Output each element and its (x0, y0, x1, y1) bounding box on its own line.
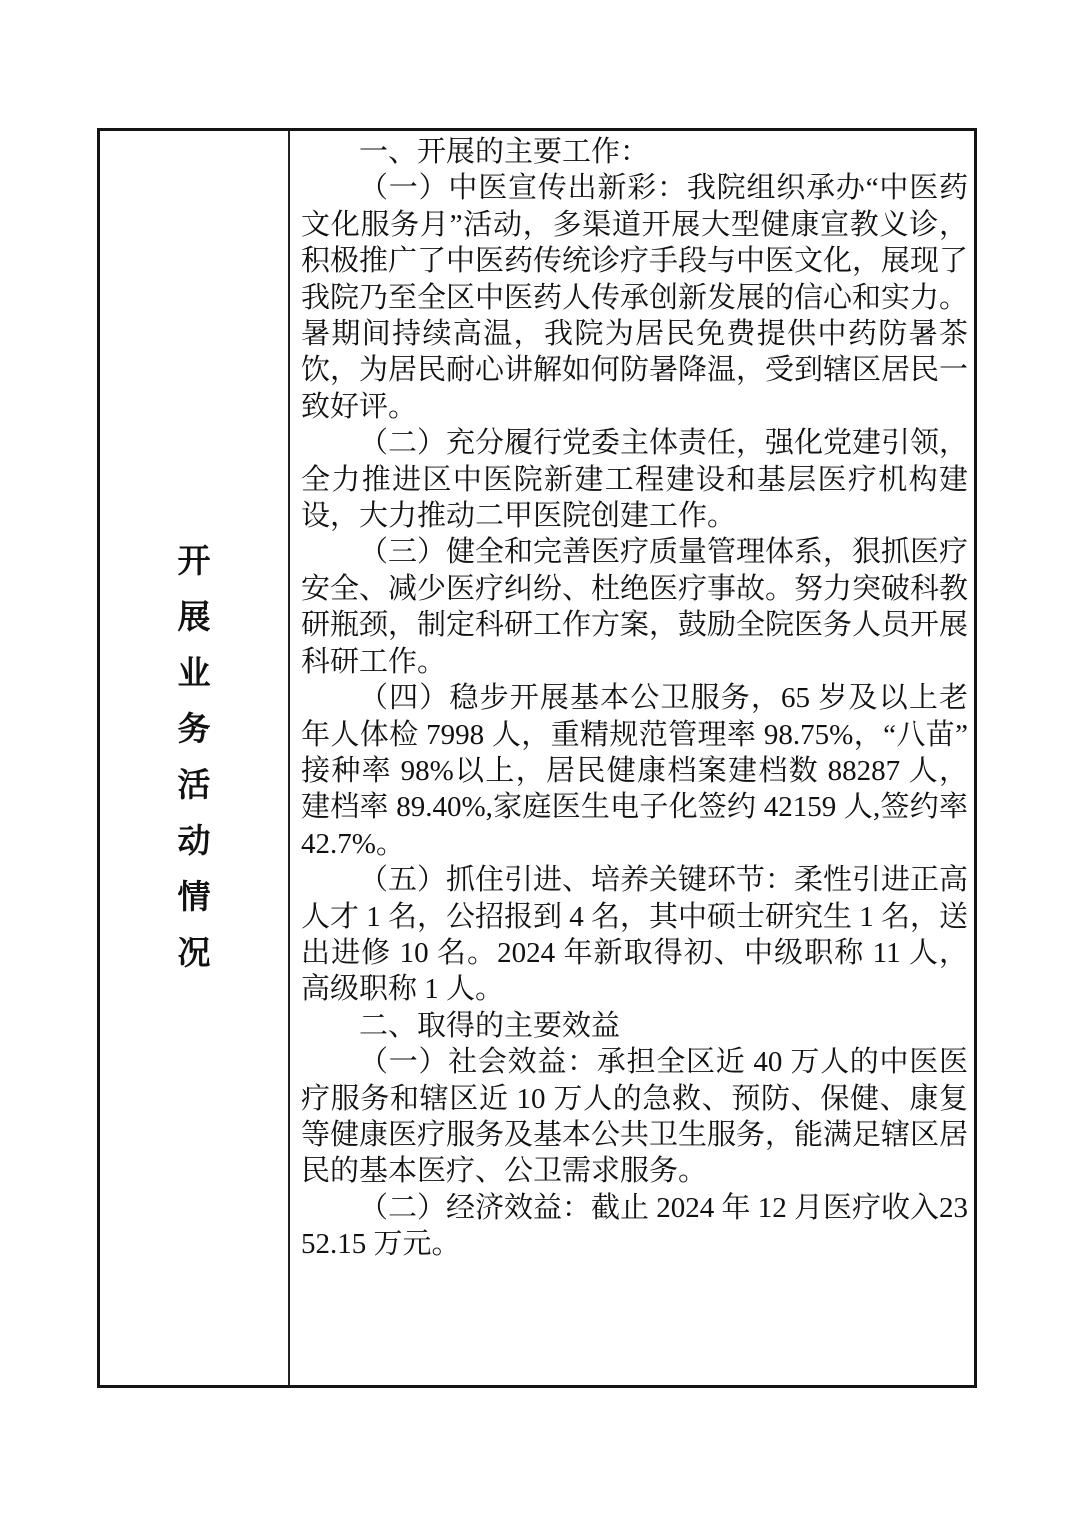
content-paragraphs (301, 134, 968, 1263)
paragraph: （二）充分履行党委主体责任，强化党建引领，全力推进区中医院新建工程建设和基层医疗机构建设，大力推动二甲医院创建工作。 (301, 427, 969, 533)
row-label-char: 活 (177, 767, 211, 804)
report-table (97, 128, 977, 1388)
paragraph: （三）健全和完善医疗质量管理体系，狠抓医疗安全、减少医疗纠纷、杜绝医疗事故。努力突破科教研瓶颈，制定科研工作方案，鼓励全院医务人员开展科研工作。 (301, 536, 969, 678)
row-label-cell (100, 131, 290, 1385)
paragraph: （一）社会效益：承担全区近 40 万人的中医医疗服务和辖区近 10 万人的急救、预防、保健、康复等健康医疗服务及基本公共卫生服务，能满足辖区居民的基本医疗、公卫需求服务。 (301, 1046, 969, 1188)
paragraph: 二、取得的主要效益 (359, 1009, 621, 1042)
paragraph: （二）经济效益：截止 2024 年 12 月医疗收入2352.15 万元。 (301, 1191, 969, 1261)
paragraph: 一、开展的主要工作： (359, 136, 650, 168)
row-content-cell (290, 131, 974, 1385)
row-label-char: 开 (177, 543, 211, 580)
row-label-char: 展 (177, 599, 211, 636)
row-label-char: 况 (177, 935, 211, 972)
paragraph: （一）中医宣传出新彩：我院组织承办“中医药文化服务月”活动，多渠道开展大型健康宣教义诊，积极推广了中医药传统诊疗手段与中医文化，展现了我院乃至全区中医药人传承创新发展的信心和实力。暑期间持续高温，我院为居民免费提供中药防暑茶饮，为居民耐心讲解如何防暑降温，受到辖区居民一致好评。 (301, 172, 969, 423)
row-label-char: 业 (177, 655, 211, 692)
row-label-char: 动 (177, 823, 211, 860)
row-label-char: 务 (177, 711, 211, 748)
row-label-char: 情 (177, 879, 211, 916)
paragraph: （五）抓住引进、培养关键环节：柔性引进正高人才 1 名，公招报到 4 名，其中硕士研究生 1 名，送出进修 10 名。2024 年新取得初、中级职称 11 人，高级职称 1 人。 (301, 864, 969, 1006)
row-label-business-activities (177, 543, 211, 972)
paragraph: （四）稳步开展基本公卫服务，65 岁及以上老年人体检 7998 人，重精规范管理率 98.75%，“八苗”接种率 98%以上，居民健康档案建档数 88287 人，建档率 89.40%,家庭医生电子化签约 42159 人,签约率 42.7%。 (301, 682, 968, 860)
